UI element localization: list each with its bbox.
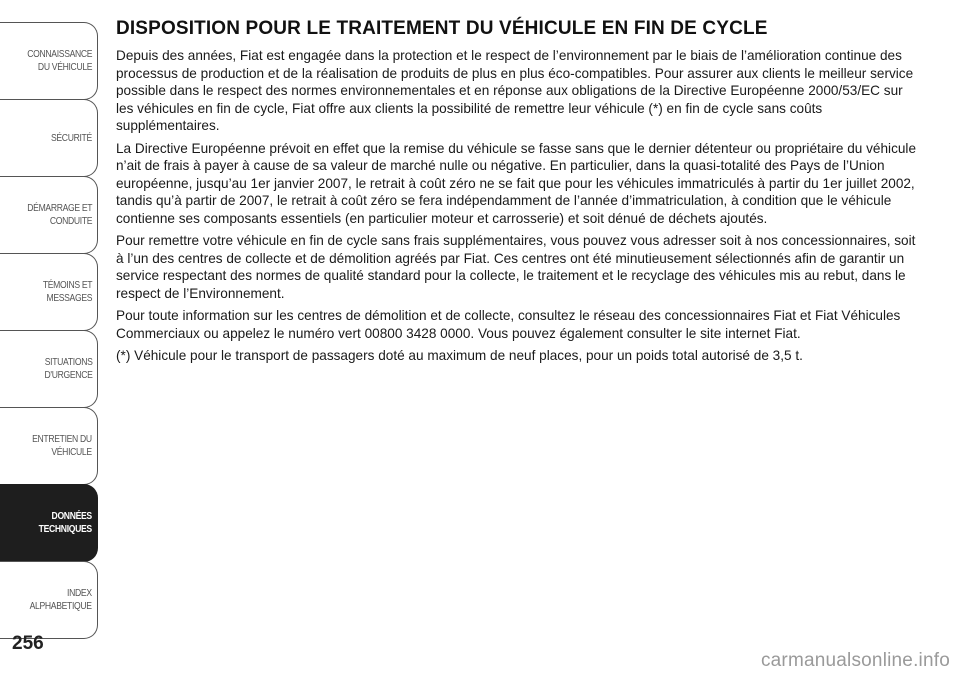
page-number: 256: [12, 633, 44, 654]
tab-label: DONNÉES TECHNIQUES: [38, 510, 92, 535]
tab-label: TÉMOINS ET MESSAGES: [42, 279, 92, 304]
tab-donnees-techniques[interactable]: [0, 484, 98, 562]
paragraph: Depuis des années, Fiat est engagée dans la protection et le respect de l’environnement par le biais de l’amélioration continue des processus de production et de la réalisation de produits de plus en plus éco-compatibles. Pour assurer aux clients le meilleur service possible dans le respect des normes environnementales et en réponse aux obligations de la Directive Européenne 2000/53/EC sur les véhicules en fin de cycle, Fiat offre aux clients la possibilité de remettre leur véhicule (*) en fin de cycle sans coûts supplémentaires.: [116, 48, 914, 133]
tab-label: INDEX ALPHABETIQUE: [29, 587, 92, 612]
section-title: DISPOSITION POUR LE TRAITEMENT DU VÉHICULE EN FIN DE CYCLE: [116, 18, 768, 39]
tab-index-alphabetique[interactable]: [0, 561, 98, 639]
tab-label: SITUATIONS D'URGENCE: [44, 356, 92, 381]
tab-connaissance-du-vehicule[interactable]: [0, 22, 98, 100]
paragraph: Pour remettre votre véhicule en fin de cycle sans frais supplémentaires, vous pouvez vous adresser soit à nos concessionnaires, soit à l’un des centres de collecte et de démolition agréés par Fiat. Ces centres ont été minutieusement sélectionnés afin de garantir un service respectant des normes de qualité standard pour la collecte, le traitement et le recyclage des véhicules mis au rebut, dans le respect de l’Environnement.: [116, 233, 916, 301]
paragraph: Pour toute information sur les centres de démolition et de collecte, consultez le réseau des concessionnaires Fiat et Fiat Véhicules Commerciaux ou appelez le numéro vert 00800 3428 0000. Vous pouvez également consulter le site internet Fiat.: [116, 308, 901, 341]
tab-label: DÉMARRAGE ET CONDUITE: [27, 202, 92, 227]
tab-label: SÉCURITÉ: [51, 131, 92, 144]
document-body: [116, 18, 916, 370]
tab-label: CONNAISSANCE DU VÉHICULE: [27, 48, 92, 73]
footnote: (*) Véhicule pour le transport de passagers doté au maximum de neuf places, pour un poids total autorisé de 3,5 t.: [116, 348, 803, 363]
chapter-tabs: [0, 22, 100, 638]
tab-securite[interactable]: [0, 99, 98, 177]
tab-label: ENTRETIEN DU VÉHICULE: [32, 433, 92, 458]
tab-situations-d-urgence[interactable]: [0, 330, 98, 408]
tab-entretien-du-vehicule[interactable]: [0, 407, 98, 485]
tab-demarrage-et-conduite[interactable]: [0, 176, 98, 254]
tab-temoins-et-messages[interactable]: [0, 253, 98, 331]
paragraph: La Directive Européenne prévoit en effet que la remise du véhicule se fasse sans que le dernier détenteur ou propriétaire du véhicule n’ait de frais à payer à cause de sa valeur de marché nulle ou négative. En particulier, dans la quasi-totalité des Pays de l’Union européenne, jusqu’au 1er janvier 2007, le retrait à coût zéro ne se fait que pour les véhicules immatriculés à partir du 1er juillet 2002, tandis qu’à partir de 2007, le retrait à coût zéro se fera indépendamment de l’année d’immatriculation, à condition que le véhicule contienne ses composants essentiels (en particulier moteur et carrosserie) et soit dénué de déchets ajoutés.: [116, 140, 917, 226]
watermark: carmanualsonline.info: [760, 650, 950, 671]
